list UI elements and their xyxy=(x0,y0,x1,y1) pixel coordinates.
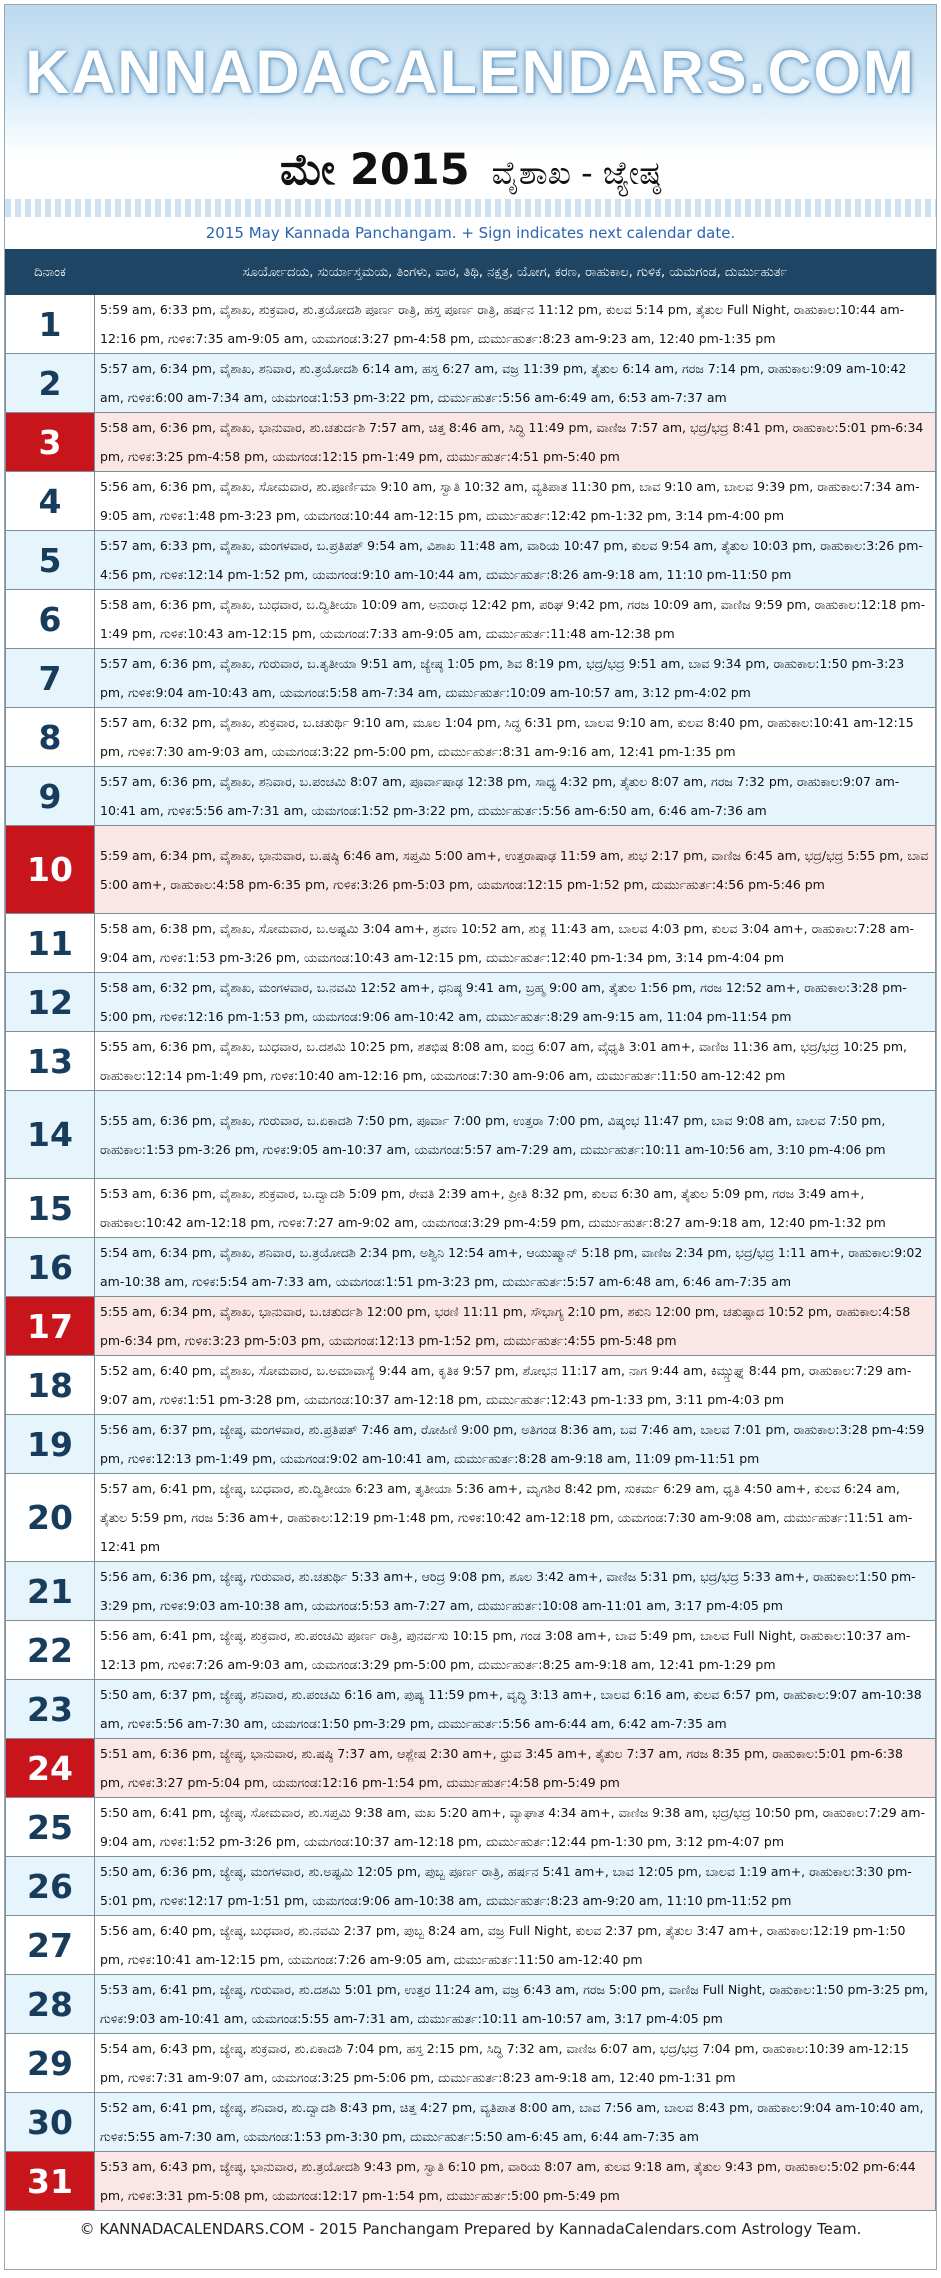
day-details: 5:53 am, 6:43 pm, ಜ್ಯೇಷ್ಠ, ಭಾನುವಾರ, ಶು.ತ್ರಯೋದಶಿ 9:43 pm, ಸ್ವಾತಿ 6:10 pm, ವಾರಿಯ 8:07 am, ಕುಲವ 9:18 am, ತೈತುಲ 9:43 pm, ರಾಹುಕಾಲ:5:02 pm-6:44 pm, ಗುಳಿಕ:3:31 pm-5:08 pm, ಯಮಗಂಡ:12:17 pm-1:54 pm, ದುರ್ಮುಹುರ್ತ:5:00 pm-5:49 pm xyxy=(95,2152,936,2211)
table-row xyxy=(6,708,936,767)
table-row xyxy=(6,1032,936,1091)
day-number: 2 xyxy=(6,354,95,413)
day-number: 16 xyxy=(6,1238,95,1297)
day-number: 4 xyxy=(6,472,95,531)
day-number: 13 xyxy=(6,1032,95,1091)
day-number: 22 xyxy=(6,1621,95,1680)
table-row xyxy=(6,1975,936,2034)
table-row xyxy=(6,354,936,413)
site-brand[interactable]: KANNADACALENDARS.COM xyxy=(25,38,916,106)
day-number: 3 xyxy=(6,413,95,472)
day-details: 5:52 am, 6:41 pm, ಜ್ಯೇಷ್ಠ, ಶನಿವಾರ, ಶು.ದ್ವಾದಶಿ 8:43 pm, ಚಿತ್ತ 4:27 pm, ವ್ಯತಿಪಾತ 8:00 am, ಬಾವ 7:56 am, ಬಾಲವ 8:43 pm, ರಾಹುಕಾಲ:9:04 am-10:40 am, ಗುಳಿಕ:5:55 am-7:30 am, ಯಮಗಂಡ:1:53 pm-3:30 pm, ದುರ್ಮುಹುರ್ತ:5:50 am-6:45 am, 6:44 am-7:35 am xyxy=(95,2093,936,2152)
table-header-row xyxy=(6,250,936,295)
table-row xyxy=(6,2152,936,2211)
month-year: ಮೇ 2015 xyxy=(279,145,470,195)
day-number: 29 xyxy=(6,2034,95,2093)
day-details: 5:55 am, 6:36 pm, ವೈಶಾಖ, ಬುಧವಾರ, ಬ.ದಶಮಿ 10:25 pm, ಶತಭಿಷ 8:08 am, ಐಂದ್ರ 6:07 am, ವೈಧೃತಿ 3:01 am+, ವಾಣಿಜ 11:36 am, ಭದ್ರ/ಭದ್ರ 10:25 pm, ರಾಹುಕಾಲ:12:14 pm-1:49 pm, ಗುಳಿಕ:10:40 am-12:16 pm, ಯಮಗಂಡ:7:30 am-9:06 am, ದುರ್ಮುಹುರ್ತ:11:50 am-12:42 pm xyxy=(95,1032,936,1091)
panchangam-table xyxy=(5,249,936,2211)
day-details: 5:50 am, 6:36 pm, ಜ್ಯೇಷ್ಠ, ಮಂಗಳವಾರ, ಶು.ಅಷ್ಟಮಿ 12:05 pm, ಪುಬ್ಬ ಪೂರ್ಣ ರಾತ್ರಿ, ಹರ್ಷನ 5:41 am+, ಬಾವ 12:05 pm, ಬಾಲವ 1:19 am+, ರಾಹುಕಾಲ:3:30 pm-5:01 pm, ಗುಳಿಕ:12:17 pm-1:51 pm, ಯಮಗಂಡ:9:06 am-10:38 am, ದುರ್ಮುಹುರ್ತ:8:23 am-9:20 am, 11:10 pm-11:52 pm xyxy=(95,1857,936,1916)
day-details: 5:53 am, 6:36 pm, ವೈಶಾಖ, ಶುಕ್ರವಾರ, ಬ.ದ್ವಾದಶಿ 5:09 pm, ರೇವತಿ 2:39 am+, ಪ್ರೀತಿ 8:32 pm, ಕುಲವ 6:30 am, ತೈತುಲ 5:09 pm, ಗರಜ 3:49 am+, ರಾಹುಕಾಲ:10:42 am-12:18 pm, ಗುಳಿಕ:7:27 am-9:02 am, ಯಮಗಂಡ:3:29 pm-4:59 pm, ದುರ್ಮುಹುರ್ತ:8:27 am-9:18 am, 12:40 pm-1:32 pm xyxy=(95,1179,936,1238)
table-row xyxy=(6,1798,936,1857)
day-details: 5:56 am, 6:40 pm, ಜ್ಯೇಷ್ಠ, ಬುಧವಾರ, ಶು.ನವಮಿ 2:37 pm, ಪುಬ್ಬ 8:24 am, ವಜ್ರ Full Night, ಕುಲವ 2:37 pm, ತೈತುಲ 3:47 am+, ರಾಹುಕಾಲ:12:19 pm-1:50 pm, ಗುಳಿಕ:10:41 am-12:15 pm, ಯಮಗಂಡ:7:26 am-9:05 am, ದುರ್ಮುಹುರ್ತ:11:50 am-12:40 pm xyxy=(95,1916,936,1975)
table-row xyxy=(6,531,936,590)
decorative-border xyxy=(5,199,936,217)
table-row xyxy=(6,295,936,354)
day-details: 5:59 am, 6:34 pm, ವೈಶಾಖ, ಭಾನುವಾರ, ಬ.ಷಷ್ಠಿ 6:46 am, ಸಪ್ತಮಿ 5:00 am+, ಉತ್ತರಾಷಾಢ 11:59 am, ಶುಭ 2:17 pm, ವಾಣಿಜ 6:45 am, ಭದ್ರ/ಭದ್ರ 5:55 pm, ಬಾವ 5:00 am+, ರಾಹುಕಾಲ:4:58 pm-6:35 pm, ಗುಳಿಕ:3:26 pm-5:03 pm, ಯಮಗಂಡ:12:15 pm-1:52 pm, ದುರ್ಮುಹುರ್ತ:4:56 pm-5:46 pm xyxy=(95,826,936,914)
kannada-months: ವೈಶಾಖ - ಜ್ಯೇಷ್ಠ xyxy=(491,154,662,192)
day-details: 5:58 am, 6:36 pm, ವೈಶಾಖ, ಭಾನುವಾರ, ಶು.ಚತುರ್ದಶಿ 7:57 am, ಚಿತ್ತ 8:46 am, ಸಿದ್ಧಿ 11:49 pm, ವಾಣಿಜ 7:57 am, ಭದ್ರ/ಭದ್ರ 8:41 pm, ರಾಹುಕಾಲ:5:01 pm-6:34 pm, ಗುಳಿಕ:3:25 pm-4:58 pm, ಯಮಗಂಡ:12:15 pm-1:49 pm, ದುರ್ಮುಹುರ್ತ:4:51 pm-5:40 pm xyxy=(95,413,936,472)
page-subtitle: 2015 May Kannada Panchangam. + Sign indicates next calendar date. xyxy=(205,224,736,242)
table-row xyxy=(6,1297,936,1356)
day-details: 5:55 am, 6:36 pm, ವೈಶಾಖ, ಗುರುವಾರ, ಬ.ಏಕಾದಶಿ 7:50 pm, ಪೂರ್ವಾ 7:00 pm, ಉತ್ತರಾ 7:00 pm, ವಿಷ್ಕಂಭ 11:47 pm, ಬಾವ 9:08 am, ಬಾಲವ 7:50 pm, ರಾಹುಕಾಲ:1:53 pm-3:26 pm, ಗುಳಿಕ:9:05 am-10:37 am, ಯಮಗಂಡ:5:57 am-7:29 am, ದುರ್ಮುಹುರ್ತ:10:11 am-10:56 am, 3:10 pm-4:06 pm xyxy=(95,1091,936,1179)
table-row xyxy=(6,1562,936,1621)
day-number: 30 xyxy=(6,2093,95,2152)
day-details: 5:57 am, 6:36 pm, ವೈಶಾಖ, ಗುರುವಾರ, ಬ.ತೃತೀಯಾ 9:51 am, ಜ್ಯೇಷ್ಠ 1:05 pm, ಶಿವ 8:19 pm, ಭದ್ರ/ಭದ್ರ 9:51 am, ಬಾವ 9:34 pm, ರಾಹುಕಾಲ:1:50 pm-3:23 pm, ಗುಳಿಕ:9:04 am-10:43 am, ಯಮಗಂಡ:5:58 am-7:34 am, ದುರ್ಮುಹುರ್ತ:10:09 am-10:57 am, 3:12 pm-4:02 pm xyxy=(95,649,936,708)
day-number: 24 xyxy=(6,1739,95,1798)
day-details: 5:55 am, 6:34 pm, ವೈಶಾಖ, ಭಾನುವಾರ, ಬ.ಚತುರ್ದಶಿ 12:00 pm, ಭರಣಿ 11:11 pm, ಸೌಭಾಗ್ಯ 2:10 pm, ಶಕುನಿ 12:00 pm, ಚತುಷ್ಪಾದ 10:52 pm, ರಾಹುಕಾಲ:4:58 pm-6:34 pm, ಗುಳಿಕ:3:23 pm-5:03 pm, ಯಮಗಂಡ:12:13 pm-1:52 pm, ದುರ್ಮುಹುರ್ತ:4:55 pm-5:48 pm xyxy=(95,1297,936,1356)
day-details: 5:56 am, 6:41 pm, ಜ್ಯೇಷ್ಠ, ಶುಕ್ರವಾರ, ಶು.ಪಂಚಮಿ ಪೂರ್ಣ ರಾತ್ರಿ, ಪುನರ್ವಸು 10:15 pm, ಗಂಡ 3:08 am+, ಬಾವ 5:49 pm, ಬಾಲವ Full Night, ರಾಹುಕಾಲ:10:37 am-12:13 pm, ಗುಳಿಕ:7:26 am-9:03 am, ಯಮಗಂಡ:3:29 pm-5:00 pm, ದುರ್ಮುಹುರ್ತ:8:25 am-9:18 am, 12:41 pm-1:29 pm xyxy=(95,1621,936,1680)
day-number: 12 xyxy=(6,973,95,1032)
day-details: 5:54 am, 6:43 pm, ಜ್ಯೇಷ್ಠ, ಶುಕ್ರವಾರ, ಶು.ಏಕಾದಶಿ 7:04 pm, ಹಸ್ತ 2:15 pm, ಸಿದ್ಧಿ 7:32 am, ವಾಣಿಜ 6:07 am, ಭದ್ರ/ಭದ್ರ 7:04 pm, ರಾಹುಕಾಲ:10:39 am-12:15 pm, ಗುಳಿಕ:7:31 am-9:07 am, ಯಮಗಂಡ:3:25 pm-5:06 pm, ದುರ್ಮುಹುರ್ತ:8:23 am-9:18 am, 12:40 pm-1:31 pm xyxy=(95,2034,936,2093)
day-number: 6 xyxy=(6,590,95,649)
day-number: 28 xyxy=(6,1975,95,2034)
day-number: 11 xyxy=(6,914,95,973)
day-details: 5:58 am, 6:36 pm, ವೈಶಾಖ, ಬುಧವಾರ, ಬ.ದ್ವಿತೀಯಾ 10:09 am, ಅನುರಾಧ 12:42 pm, ಪರಿಘ 9:42 pm, ಗರಜ 10:09 am, ವಾಣಿಜ 9:59 pm, ರಾಹುಕಾಲ:12:18 pm-1:49 pm, ಗುಳಿಕ:10:43 am-12:15 pm, ಯಮಗಂಡ:7:33 am-9:05 am, ದುರ್ಮುಹುರ್ತ:11:48 am-12:38 pm xyxy=(95,590,936,649)
day-number: 27 xyxy=(6,1916,95,1975)
page-header xyxy=(5,5,936,249)
table-row xyxy=(6,2093,936,2152)
day-number: 8 xyxy=(6,708,95,767)
day-details: 5:50 am, 6:41 pm, ಜ್ಯೇಷ್ಠ, ಸೋಮವಾರ, ಶು.ಸಪ್ತಮಿ 9:38 am, ಮಖ 5:20 am+, ವ್ಯಾಘಾತ 4:34 am+, ವಾಣಿಜ 9:38 am, ಭದ್ರ/ಭದ್ರ 10:50 pm, ರಾಹುಕಾಲ:7:29 am-9:04 am, ಗುಳಿಕ:1:52 pm-3:26 pm, ಯಮಗಂಡ:10:37 am-12:18 pm, ದುರ್ಮುಹುರ್ತ:12:44 pm-1:30 pm, 3:12 pm-4:07 pm xyxy=(95,1798,936,1857)
table-row xyxy=(6,914,936,973)
day-number: 1 xyxy=(6,295,95,354)
table-row xyxy=(6,826,936,914)
table-row xyxy=(6,1474,936,1562)
day-details: 5:56 am, 6:36 pm, ವೈಶಾಖ, ಸೋಮವಾರ, ಶು.ಪೂರ್ಣಿಮಾ 9:10 am, ಸ್ವಾತಿ 10:32 am, ವ್ಯತಿಪಾತ 11:30 pm, ಬಾವ 9:10 am, ಬಾಲವ 9:39 pm, ರಾಹುಕಾಲ:7:34 am-9:05 am, ಗುಳಿಕ:1:48 pm-3:23 pm, ಯಮಗಂಡ:10:44 am-12:15 pm, ದುರ್ಮುಹುರ್ತ:12:42 pm-1:32 pm, 3:14 pm-4:00 pm xyxy=(95,472,936,531)
day-details: 5:52 am, 6:40 pm, ವೈಶಾಖ, ಸೋಮವಾರ, ಬ.ಅಮಾವಾಸ್ಯೆ 9:44 am, ಕೃತಿಕ 9:57 pm, ಶೋಭನ 11:17 am, ನಾಗ 9:44 am, ಕಿಮ್ಸ್ತುಘ್ನ 8:44 pm, ರಾಹುಕಾಲ:7:29 am-9:07 am, ಗುಳಿಕ:1:51 pm-3:28 pm, ಯಮಗಂಡ:10:37 am-12:18 pm, ದುರ್ಮುಹುರ್ತ:12:43 pm-1:33 pm, 3:11 pm-4:03 pm xyxy=(95,1356,936,1415)
table-row xyxy=(6,472,936,531)
day-number: 9 xyxy=(6,767,95,826)
day-number: 23 xyxy=(6,1680,95,1739)
table-row xyxy=(6,1091,936,1179)
table-row xyxy=(6,1179,936,1238)
table-row xyxy=(6,767,936,826)
day-number: 20 xyxy=(6,1474,95,1562)
day-details: 5:57 am, 6:36 pm, ವೈಶಾಖ, ಶನಿವಾರ, ಬ.ಪಂಚಮಿ 8:07 am, ಪೂರ್ವಾಷಾಢ 12:38 pm, ಸಾಧ್ಯ 4:32 pm, ತೈತುಲ 8:07 am, ಗರಜ 7:32 pm, ರಾಹುಕಾಲ:9:07 am-10:41 am, ಗುಳಿಕ:5:56 am-7:31 am, ಯಮಗಂಡ:1:52 pm-3:22 pm, ದುರ್ಮುಹುರ್ತ:5:56 am-6:50 am, 6:46 am-7:36 am xyxy=(95,767,936,826)
day-number: 26 xyxy=(6,1857,95,1916)
column-header-details: ಸೂರ್ಯೋದಯ, ಸುರ್ಯಾಸ್ತಮಯ, ತಿಂಗಳು, ವಾರ, ತಿಥಿ, ನಕ್ಷತ್ರ, ಯೋಗ, ಕರಣ, ರಾಹುಕಾಲ, ಗುಳಿಕ, ಯಮಗಂಡ, ದುರ್ಮುಹುರ್ತ xyxy=(95,250,936,295)
day-number: 25 xyxy=(6,1798,95,1857)
day-number: 15 xyxy=(6,1179,95,1238)
day-details: 5:57 am, 6:34 pm, ವೈಶಾಖ, ಶನಿವಾರ, ಶು.ತ್ರಯೋದಶಿ 6:14 am, ಹಸ್ತ 6:27 am, ವಜ್ರ 11:39 pm, ತೈತುಲ 6:14 am, ಗರಜ 7:14 pm, ರಾಹುಕಾಲ:9:09 am-10:42 am, ಗುಳಿಕ:6:00 am-7:34 am, ಯಮಗಂಡ:1:53 pm-3:22 pm, ದುರ್ಮುಹುರ್ತ:5:56 am-6:49 am, 6:53 am-7:37 am xyxy=(95,354,936,413)
day-number: 7 xyxy=(6,649,95,708)
table-row xyxy=(6,1916,936,1975)
page-footer: © KANNADACALENDARS.COM - 2015 Panchangam Prepared by KannadaCalendars.com Astrology Team. xyxy=(79,2220,862,2238)
table-row xyxy=(6,1680,936,1739)
day-number: 31 xyxy=(6,2152,95,2211)
day-number: 17 xyxy=(6,1297,95,1356)
day-details: 5:56 am, 6:37 pm, ಜ್ಯೇಷ್ಠ, ಮಂಗಳವಾರ, ಶು.ಪ್ರತಿಪತ್ 7:46 am, ರೋಹಿಣಿ 9:00 pm, ಅತಿಗಂಡ 8:36 am, ಬವ 7:46 am, ಬಾಲವ 7:01 pm, ರಾಹುಕಾಲ:3:28 pm-4:59 pm, ಗುಳಿಕ:12:13 pm-1:49 pm, ಯಮಗಂಡ:9:02 am-10:41 am, ದುರ್ಮುಹುರ್ತ:8:28 am-9:18 am, 11:09 pm-11:51 pm xyxy=(95,1415,936,1474)
day-details: 5:59 am, 6:33 pm, ವೈಶಾಖ, ಶುಕ್ರವಾರ, ಶು.ತ್ರಯೋದಶಿ ಪೂರ್ಣ ರಾತ್ರಿ, ಹಸ್ತ ಪೂರ್ಣ ರಾತ್ರಿ, ಹರ್ಷನ 11:12 pm, ಕುಲವ 5:14 pm, ತೈತುಲ Full Night, ರಾಹುಕಾಲ:10:44 am-12:16 pm, ಗುಳಿಕ:7:35 am-9:05 am, ಯಮಗಂಡ:3:27 pm-4:58 pm, ದುರ್ಮುಹುರ್ತ:8:23 am-9:23 am, 12:40 pm-1:35 pm xyxy=(95,295,936,354)
calendar-page xyxy=(4,4,937,2270)
table-row xyxy=(6,590,936,649)
table-row xyxy=(6,649,936,708)
table-row xyxy=(6,1621,936,1680)
day-number: 10 xyxy=(6,826,95,914)
day-number: 21 xyxy=(6,1562,95,1621)
day-number: 18 xyxy=(6,1356,95,1415)
day-details: 5:51 am, 6:36 pm, ಜ್ಯೇಷ್ಠ, ಭಾನುವಾರ, ಶು.ಷಷ್ಠಿ 7:37 am, ಆಶ್ಲೇಷ 2:30 am+, ಧ್ರುವ 3:45 am+, ತೈತುಲ 7:37 am, ಗರಜ 8:35 pm, ರಾಹುಕಾಲ:5:01 pm-6:38 pm, ಗುಳಿಕ:3:27 pm-5:04 pm, ಯಮಗಂಡ:12:16 pm-1:54 pm, ದುರ್ಮುಹುರ್ತ:4:58 pm-5:49 pm xyxy=(95,1739,936,1798)
day-details: 5:57 am, 6:41 pm, ಜ್ಯೇಷ್ಠ, ಬುಧವಾರ, ಶು.ದ್ವಿತೀಯಾ 6:23 am, ತೃತೀಯಾ 5:36 am+, ಮೃಗಶಿರ 8:42 pm, ಸುಕರ್ಮ 6:29 am, ಧೃತಿ 4:50 am+, ಕುಲವ 6:24 am, ತೈತುಲ 5:59 pm, ಗರಜ 5:36 am+, ರಾಹುಕಾಲ:12:19 pm-1:48 pm, ಗುಳಿಕ:10:42 am-12:18 pm, ಯಮಗಂಡ:7:30 am-9:08 am, ದುರ್ಮುಹುರ್ತ:11:51 am-12:41 pm xyxy=(95,1474,936,1562)
table-row xyxy=(6,1415,936,1474)
table-row xyxy=(6,1739,936,1798)
column-header-date: ದಿನಾಂಕ xyxy=(6,250,95,295)
day-details: 5:53 am, 6:41 pm, ಜ್ಯೇಷ್ಠ, ಗುರುವಾರ, ಶು.ದಶಮಿ 5:01 pm, ಉತ್ತರ 11:24 am, ವಜ್ರ 6:43 am, ಗರಜ 5:00 pm, ವಾಣಿಜ Full Night, ರಾಹುಕಾಲ:1:50 pm-3:25 pm, ಗುಳಿಕ:9:03 am-10:41 am, ಯಮಗಂಡ:5:55 am-7:31 am, ದುರ್ಮುಹುರ್ತ:10:11 am-10:57 am, 3:17 pm-4:05 pm xyxy=(95,1975,936,2034)
day-details: 5:58 am, 6:32 pm, ವೈಶಾಖ, ಮಂಗಳವಾರ, ಬ.ನವಮಿ 12:52 am+, ಧನಿಷ್ಠ 9:41 am, ಬ್ರಹ್ಮ 9:00 am, ತೈತುಲ 1:56 pm, ಗರಜ 12:52 am+, ರಾಹುಕಾಲ:3:28 pm-5:00 pm, ಗುಳಿಕ:12:16 pm-1:53 pm, ಯಮಗಂಡ:9:06 am-10:42 am, ದುರ್ಮುಹುರ್ತ:8:29 am-9:15 am, 11:04 pm-11:54 pm xyxy=(95,973,936,1032)
table-row xyxy=(6,1356,936,1415)
table-row xyxy=(6,2034,936,2093)
day-number: 14 xyxy=(6,1091,95,1179)
table-row xyxy=(6,1238,936,1297)
day-details: 5:58 am, 6:38 pm, ವೈಶಾಖ, ಸೋಮವಾರ, ಬ.ಅಷ್ಟಮಿ 3:04 am+, ಶ್ರವಣ 10:52 am, ಶುಕ್ಲ 11:43 am, ಬಾಲವ 4:03 pm, ಕುಲವ 3:04 am+, ರಾಹುಕಾಲ:7:28 am-9:04 am, ಗುಳಿಕ:1:53 pm-3:26 pm, ಯಮಗಂಡ:10:43 am-12:15 pm, ದುರ್ಮುಹುರ್ತ:12:40 pm-1:34 pm, 3:14 pm-4:04 pm xyxy=(95,914,936,973)
day-details: 5:57 am, 6:32 pm, ವೈಶಾಖ, ಶುಕ್ರವಾರ, ಬ.ಚತುರ್ಥಿ 9:10 am, ಮೂಲ 1:04 pm, ಸಿದ್ಧ 6:31 pm, ಬಾಲವ 9:10 am, ಕುಲವ 8:40 pm, ರಾಹುಕಾಲ:10:41 am-12:15 pm, ಗುಳಿಕ:7:30 am-9:03 am, ಯಮಗಂಡ:3:22 pm-5:00 pm, ದುರ್ಮುಹುರ್ತ:8:31 am-9:16 am, 12:41 pm-1:35 pm xyxy=(95,708,936,767)
day-details: 5:54 am, 6:34 pm, ವೈಶಾಖ, ಶನಿವಾರ, ಬ.ತ್ರಯೋದಶಿ 2:34 pm, ಅಶ್ವಿನಿ 12:54 am+, ಆಯುಷ್ಮಾನ್ 5:18 pm, ವಾಣಿಜ 2:34 pm, ಭದ್ರ/ಭದ್ರ 1:11 am+, ರಾಹುಕಾಲ:9:02 am-10:38 am, ಗುಳಿಕ:5:54 am-7:33 am, ಯಮಗಂಡ:1:51 pm-3:23 pm, ದುರ್ಮುಹುರ್ತ:5:57 am-6:48 am, 6:46 am-7:35 am xyxy=(95,1238,936,1297)
day-number: 19 xyxy=(6,1415,95,1474)
table-body xyxy=(6,295,936,2211)
day-details: 5:56 am, 6:36 pm, ಜ್ಯೇಷ್ಠ, ಗುರುವಾರ, ಶು.ಚತುರ್ಥಿ 5:33 am+, ಆರಿದ್ರ 9:08 pm, ಶೂಲ 3:42 am+, ವಾಣಿಜ 5:31 pm, ಭದ್ರ/ಭದ್ರ 5:33 am+, ರಾಹುಕಾಲ:1:50 pm-3:29 pm, ಗುಳಿಕ:9:03 am-10:38 am, ಯಮಗಂಡ:5:53 am-7:27 am, ದುರ್ಮುಹುರ್ತ:10:08 am-11:01 am, 3:17 pm-4:05 pm xyxy=(95,1562,936,1621)
month-heading xyxy=(5,145,936,195)
day-details: 5:50 am, 6:37 pm, ಜ್ಯೇಷ್ಠ, ಶನಿವಾರ, ಶು.ಪಂಚಮಿ 6:16 am, ಪುಷ್ಯ 11:59 pm+, ವೃದ್ಧಿ 3:13 am+, ಬಾಲವ 6:16 am, ಕುಲವ 6:57 pm, ರಾಹುಕಾಲ:9:07 am-10:38 am, ಗುಳಿಕ:5:56 am-7:30 am, ಯಮಗಂಡ:1:50 pm-3:29 pm, ದುರ್ಮುಹುರ್ತ:5:56 am-6:44 am, 6:42 am-7:35 am xyxy=(95,1680,936,1739)
table-row xyxy=(6,413,936,472)
day-number: 5 xyxy=(6,531,95,590)
table-row xyxy=(6,1857,936,1916)
day-details: 5:57 am, 6:33 pm, ವೈಶಾಖ, ಮಂಗಳವಾರ, ಬ.ಪ್ರತಿಪತ್ 9:54 am, ವಿಶಾಖ 11:48 am, ವಾರಿಯ 10:47 pm, ಕುಲವ 9:54 am, ತೈತುಲ 10:03 pm, ರಾಹುಕಾಲ:3:26 pm-4:56 pm, ಗುಳಿಕ:12:14 pm-1:52 pm, ಯಮಗಂಡ:9:10 am-10:44 am, ದುರ್ಮುಹುರ್ತ:8:26 am-9:18 am, 11:10 pm-11:50 pm xyxy=(95,531,936,590)
table-row xyxy=(6,973,936,1032)
